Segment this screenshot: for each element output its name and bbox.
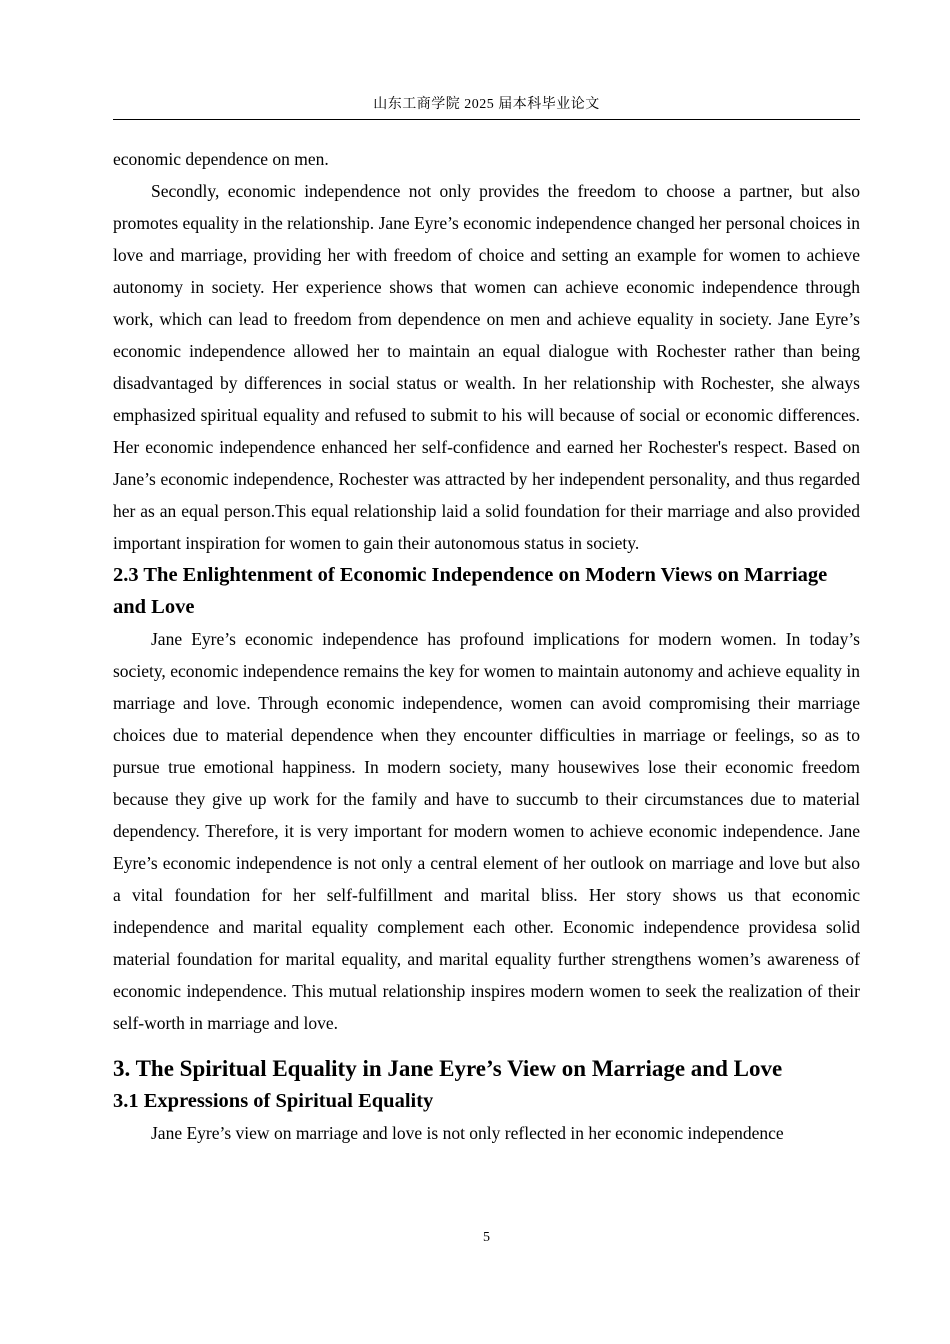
page-number: 5 (483, 1230, 490, 1245)
paragraph-2-3: Jane Eyre’s economic independence has profound implications for modern women. In today’s society, economic independence remains the key for women to maintain autonomy and achieve equality in marriage and love. Through economic independence, women can avoid compromising their marriage choices due to material dependence when they encounter difficulties in marriage or feelings, so as to pursue true emotional happiness. In modern society, many housewives lose their economic freedom because they give up work for the family and have to succumb to their circumstances due to material dependency. Therefore, it is very important for modern women to achieve economic independence. Jane Eyre’s economic independence is not only a central element of her outlook on marriage and love but also a vital foundation for her self-fulfillment and marital bliss. Her story shows us that economic independence and marital equality complement each other. Economic independence providesa solid material foundation for marital equality, and marital equality further strengthens women’s awareness of economic independence. This mutual relationship inspires modern women to seek the realization of their self-worth in marriage and love. (113, 629, 860, 1033)
paragraph-secondly: Secondly, economic independence not only provides the freedom to choose a partner, but also promotes equality in the relationship. Jane Eyre’s economic independence changed her personal choices in love and marriage, providing her with freedom of choice and setting an example for women to achieve autonomy in society. Her experience shows that women can achieve economic independence through work, which can lead to freedom from dependence on men and achieve equality in society. Jane Eyre’s economic independence allowed her to maintain an equal dialogue with Rochester rather than being disadvantaged by differences in social status or wealth. In her relationship with Rochester, she always emphasized spiritual equality and refused to submit to his will because of social or economic differences. Her economic independence enhanced her self-confidence and earned her Rochester's respect. Based on Jane’s economic independence, Rochester was attracted by her independent personality, and thus regarded her as an equal person.This equal relationship laid a solid foundation for their marriage and also provided important inspiration for women to gain their autonomous status in society. (113, 181, 860, 553)
paragraph-continuation: economic dependence on men. (113, 149, 329, 169)
heading-2-3: 2.3 The Enlightenment of Economic Independence on Modern Views on Marriage and Love (113, 564, 828, 618)
header-rule (113, 119, 860, 120)
heading-3: 3. The Spiritual Equality in Jane Eyre’s View on Marriage and Love (113, 1056, 783, 1081)
running-header: 山东工商学院 2025 届本科毕业论文 (373, 97, 600, 112)
page-body (113, 143, 860, 1149)
paragraph-3-1: Jane Eyre’s view on marriage and love is not only reflected in her economic independence (151, 1123, 784, 1143)
heading-3-1: 3.1 Expressions of Spiritual Equality (113, 1090, 434, 1112)
